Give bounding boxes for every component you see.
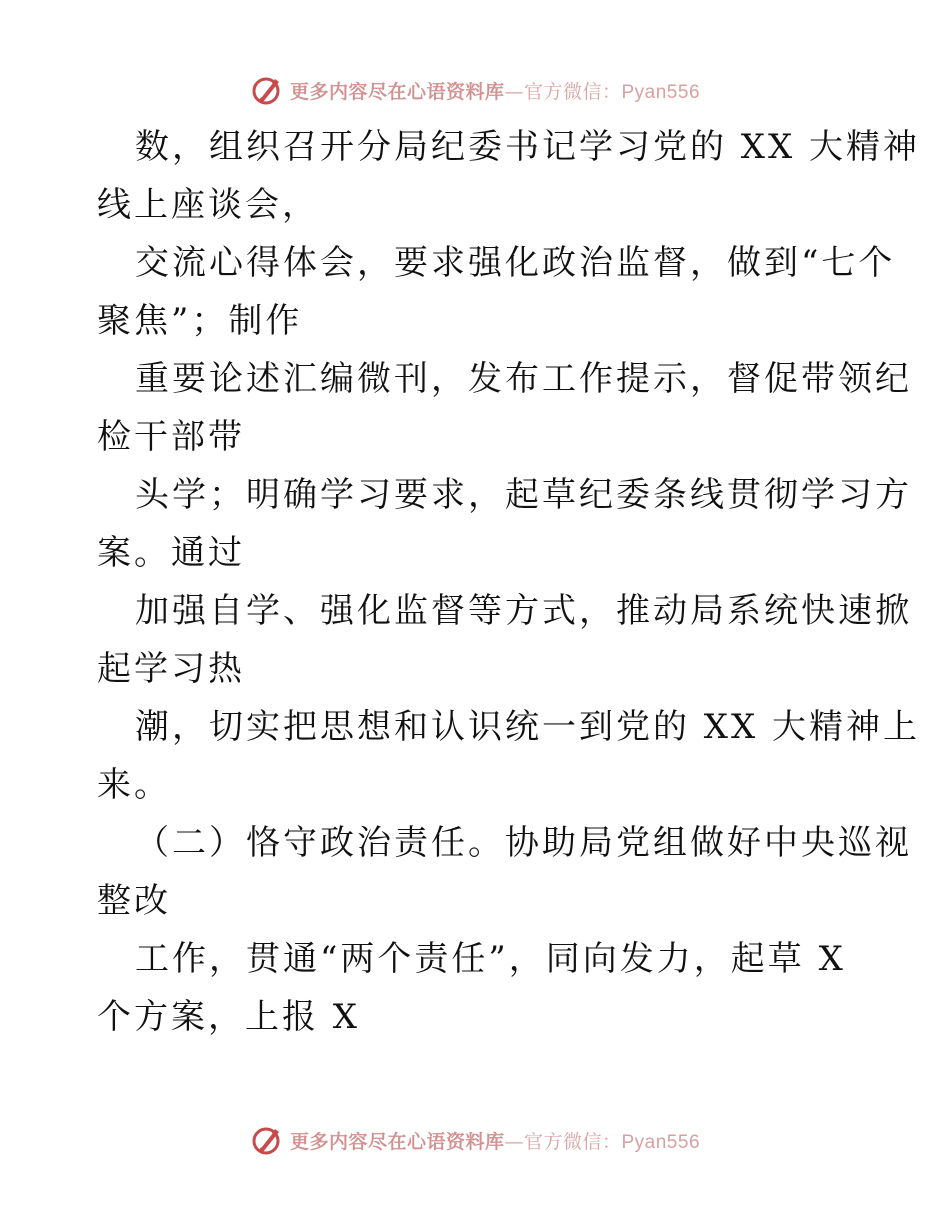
text-line: 个方案，上报 X — [97, 997, 361, 1037]
watermark-id: Pyan556 — [621, 1131, 701, 1153]
watermark-id: Pyan556 — [621, 81, 701, 103]
text-line: 加强自学、强化监督等方式，推动局系统快速掀 — [135, 591, 912, 631]
text-line: 潮，切实把思想和认识统一到党的 XX 大精神上 — [135, 707, 921, 747]
watermark-brand: 更多内容尽在心语资料库 — [289, 80, 505, 103]
text-line: 数，组织召开分局纪委书记学习党的 XX 大精神 — [135, 127, 921, 167]
text-line: 来。 — [97, 765, 171, 805]
watermark-text — [290, 77, 700, 104]
watermark-label: 官方微信： — [523, 1130, 622, 1153]
text-line: 起学习热 — [97, 649, 245, 689]
text-line: 重要论述汇编微刊，发布工作提示，督促带领纪 — [135, 359, 912, 399]
text-line: 线上座谈会， — [97, 185, 319, 225]
header-watermark — [0, 70, 950, 110]
document-body — [97, 118, 921, 1046]
text-line: 案。通过 — [97, 533, 245, 573]
watermark-brand: 更多内容尽在心语资料库 — [289, 1130, 505, 1153]
quill-logo-icon — [250, 73, 284, 107]
watermark-separator: — — [504, 80, 524, 103]
watermark-label: 官方微信： — [523, 80, 622, 103]
text-line: 聚焦”；制作 — [97, 301, 303, 341]
text-line: （二）恪守政治责任。协助局党组做好中央巡视 — [135, 823, 912, 863]
text-line: 检干部带 — [97, 417, 245, 457]
text-line: 交流心得体会，要求强化政治监督，做到“七个 — [135, 243, 896, 283]
footer-watermark — [0, 1120, 950, 1160]
text-line: 整改 — [97, 881, 171, 921]
quill-logo-icon — [250, 1123, 284, 1157]
text-line: 工作，贯通“两个责任”，同向发力，起草 X — [135, 939, 846, 979]
watermark-separator: — — [504, 1130, 524, 1153]
text-line: 头学；明确学习要求，起草纪委条线贯彻学习方 — [135, 475, 912, 515]
watermark-text — [290, 1127, 700, 1154]
